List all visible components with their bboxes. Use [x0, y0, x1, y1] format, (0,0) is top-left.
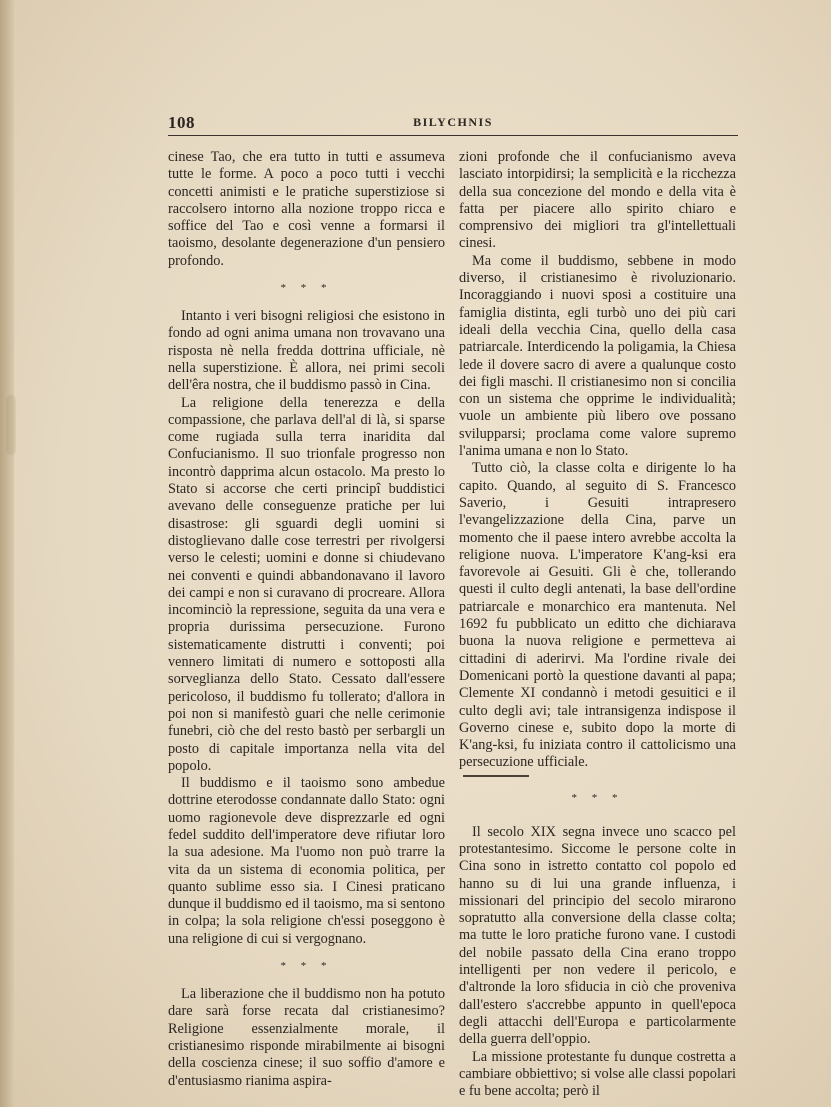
page-number: 108	[168, 113, 195, 132]
paragraph: Ma come il buddismo, sebbene in modo diverso, il cristianesimo è rivoluzionario. Incoraggiando i nuovi sposi a costituire una famiglia distinta, egli turbò uno dei più cari ideali della vecchia Cina, quello della casa patriarcale. Interdicendo la poligamia, la Chiesa lede il dovere sacro di avere a qualunque costo dei figli maschi. Il cristianesimo non si concilia con un sistema che opprime le individualità; vuole un ambiente più libero ove possano svilupparsi; proclama come valore supremo l'anima umana e non lo Stato.	[459, 252, 736, 460]
right-column	[459, 149, 736, 1100]
paragraph: La liberazione che il buddismo non ha potuto dare sarà forse recata dal cristianesimo? Religione essenzialmente morale, il cristianesimo risponde mirabilmente ai bisogni della coscienza cinese; il suo soffio d'amore e d'entusiasmo rianima aspira-	[168, 986, 445, 1089]
page-header	[168, 113, 738, 135]
paragraph: zioni profonde che il confucianismo aveva lasciato intorpidirsi; la semplicità e la ricchezza della sua concezione del mondo e della vita è fatta per piacere allo spirito chiaro e comprensivo dei migliori tra gl'intellettuali cinesi.	[459, 149, 736, 252]
paragraph: Il secolo XIX segna invece uno scacco pel protestantesimo. Siccome le persone colte in Cina sono in istretto contatto col popolo ed hanno su di lui una grande influenza, i missionari del principio del secolo mirarono sopratutto alla conversione della classe colta; ma tutte le loro pratiche furono vane. I custodi del nobile passato della Cina erano troppo intelligenti per non vedere il pericolo, e d'altronde la loro sfiducia in ciò che proveniva dall'estero s'accrebbe appunto in quell'epoca degli attacchi dell'Europa e particolarmente della guerra dell'oppio.	[459, 823, 736, 1048]
paper-stain	[6, 395, 16, 455]
header-rule	[168, 135, 738, 136]
left-column	[168, 149, 445, 1090]
running-title: BILYCHNIS	[413, 115, 493, 129]
paragraph: cinese Tao, che era tutto in tutti e assumeva tutte le forme. A poco a poco tutti i vecchi concetti animisti e le pratiche superstiziose si raccolsero intorno alla nozione troppo ricca e soffice del Tao e così venne a formarsi il taoismo, desolante degenerazione d'un pensiero profondo.	[168, 149, 445, 269]
short-rule	[459, 772, 736, 782]
paragraph: La missione protestante fu dunque costretta a cambiare obbiettivo; si volse alle classi popolari e fu bene accolta; però il	[459, 1048, 736, 1100]
section-separator: * * *	[571, 791, 624, 804]
paragraph: Intanto i veri bisogni religiosi che esistono in fondo ad ogni anima umana non trovavano una risposta nè nella fredda dottrina ufficiale, nè nella superstizione. È allora, nei primi secoli dell'êra nostra, che il buddismo passò in Cina.	[168, 308, 445, 394]
paragraph: Il buddismo e il taoismo sono ambedue dottrine eterodosse condannate dallo Stato: ogni uomo ragionevole deve disprezzarle ed ogni fedel suddito dell'imperatore deve rifiutar loro la sua adesione. Ma l'uomo non può trarre la vita da un sistema di economia politica, per quanto sublime esso sia. I Cinesi praticano dunque il buddismo ed il taoismo, ma si sentono in colpa; la sola religione ch'essi poseggono è una religione di cui si vergognano.	[168, 775, 445, 947]
section-separator: * * *	[280, 282, 333, 295]
section-separator: * * *	[280, 960, 333, 973]
paragraph: Tutto ciò, la classe colta e dirigente lo ha capito. Quando, al seguito di S. Francesco Saverio, i Gesuiti intrapresero l'evangelizzazione della Cina, parve un momento che il paese intero avrebbe accolta la religione nuova. L'imperatore K'ang-ksi era favorevole ai Gesuiti. Gli è che, tollerando questi il culto degli antenati, la base dell'ordine patriarcale e monarchico era mantenuta. Nel 1692 fu pubblicato un editto che dichiarava buona la nuova religione e permetteva ai cittadini di aderirvi. Ma l'ordine rivale dei Domenicani portò la questione davanti al papa; Clemente XI condannò i metodi gesuitici e il culto degli avi; tale intransigenza indispose il Governo cinese e, subito dopo la morte di K'ang-ksi, fu iniziata contro il cattolicismo una persecuzione ufficiale.	[459, 460, 736, 771]
page-edge-shadow	[0, 0, 14, 1107]
paragraph: La religione della tenerezza e della compassione, che parlava dell'al di là, si sparse come rugiada sulla terra inaridita dal Confucianismo. Il suo trionfale progresso non incontrò dapprima alcun ostacolo. Ma presto lo Stato si accorse che certi principî buddistici avevano delle conseguenze pratiche per lui disastrose: gli sguardi degli uomini si distoglievano dalle cose terrestri per rivolgersi verso le celesti; uomini e donne si chiudevano nei conventi e quindi abbandonavano il lavoro dei campi e non si curavano di procreare. Allora incominciò la repressione, seguita da una vera e propria durissima persecuzione. Furono sistematicamente distrutti i conventi; poi vennero limitati di numero e sottoposti alla sorveglianza dello Stato. Cessato dall'essere pericoloso, il buddismo fu tollerato; d'allora in poi non si manifestò guari che nelle cerimonie funebri, ciò che del resto bastò per serbargli un posto di capitale importanza nella vita del popolo.	[168, 394, 445, 774]
